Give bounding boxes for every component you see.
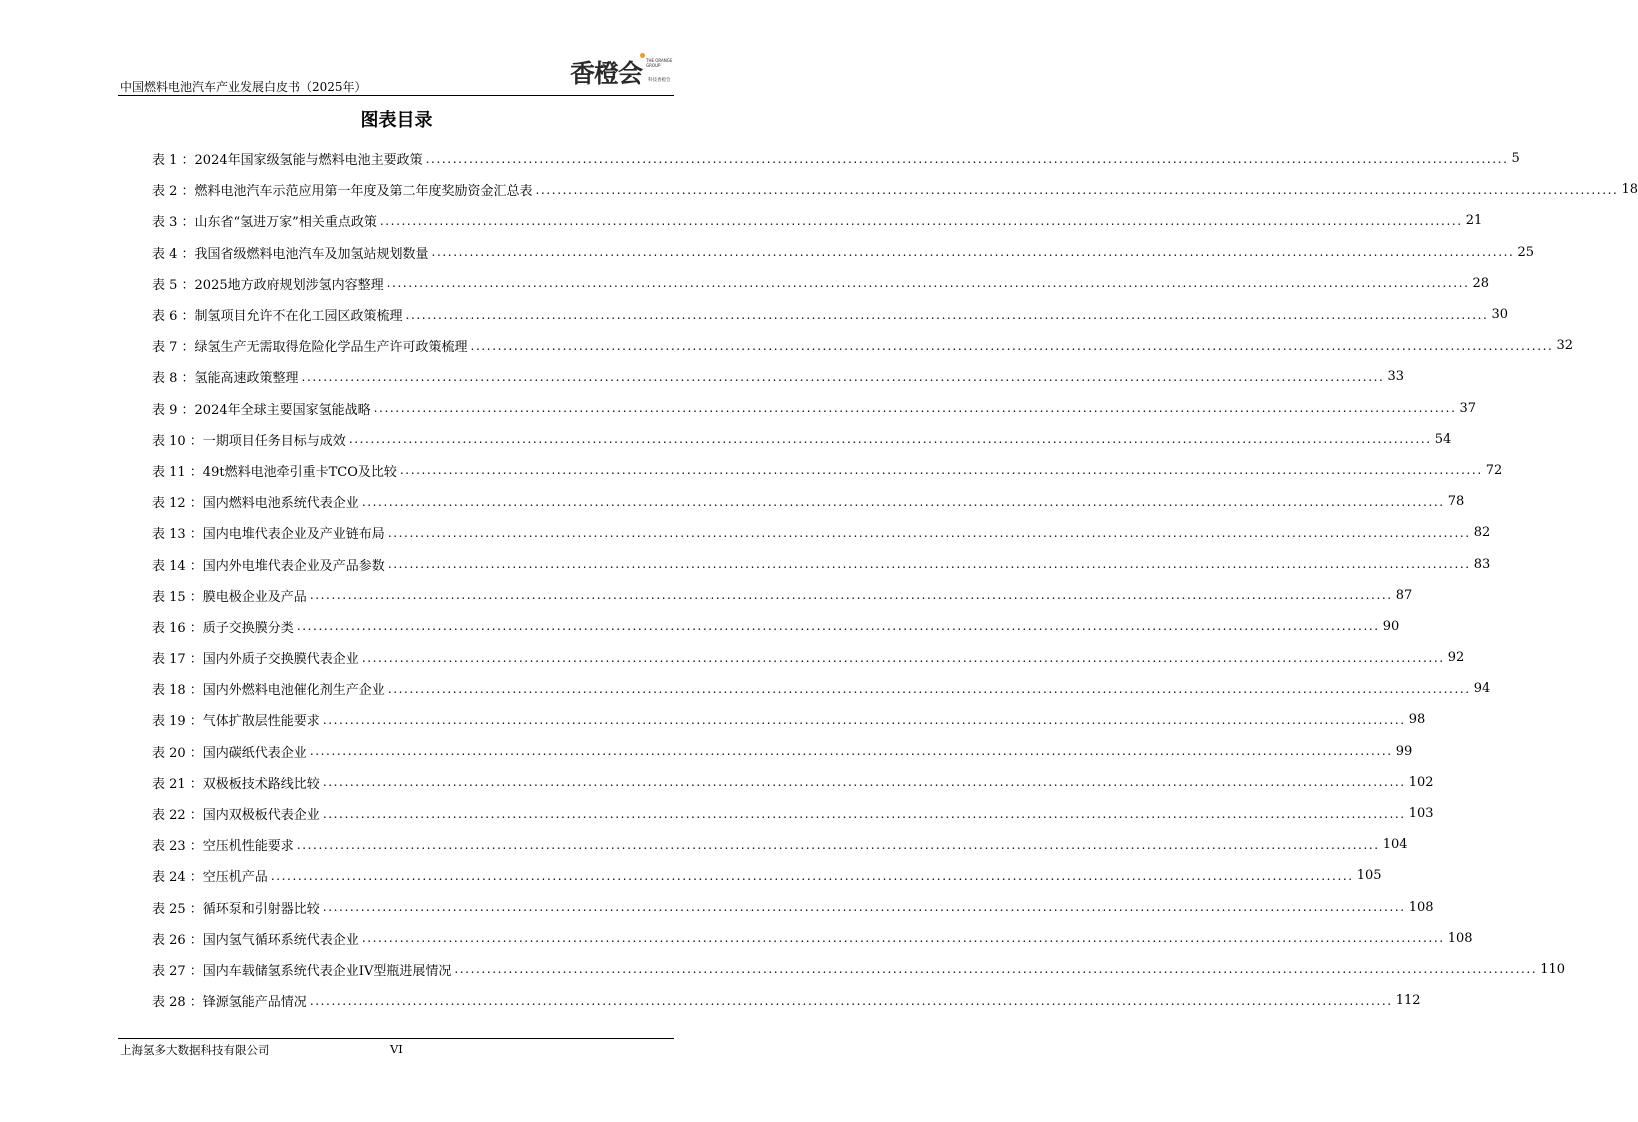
toc-entry[interactable] (152, 704, 1426, 735)
toc-entry-label: 表 1 ：2024年国家级氢能与燃料电池主要政策 (152, 153, 423, 169)
toc-leader-dots: ........................................................................................................................................................................................................ (296, 619, 1380, 634)
toc-entry-page: 108 (1447, 930, 1473, 946)
toc-leader-dots: ........................................................................................................................................................................................................ (386, 276, 1470, 291)
toc-entry-page: 18 (1621, 182, 1638, 198)
toc-entry-page: 33 (1387, 369, 1404, 385)
toc-leader-dots: ........................................................................................................................................................................................................ (405, 307, 1489, 322)
logo-tagline: 科技香橙会 (648, 78, 671, 83)
toc-entry-label: 表 11 ：49t燃料电池牵引重卡TCO及比较 (152, 464, 397, 480)
toc-entry-label: 表 26 ：国内氢气循环系统代表企业 (152, 932, 359, 948)
toc-entry-page: 98 (1408, 712, 1426, 728)
toc-entry-page: 90 (1382, 618, 1400, 634)
toc-entry[interactable] (152, 205, 1483, 236)
toc-leader-dots: ........................................................................................................................................................................................................ (322, 806, 1406, 821)
toc-entry-label: 表 7 ：绿氢生产无需取得危险化学品生产许可政策梳理 (152, 340, 468, 356)
toc-entry-page: 21 (1465, 213, 1483, 229)
toc-leader-dots: ........................................................................................................................................................................................................ (361, 931, 1445, 946)
toc-entry[interactable] (152, 517, 1491, 548)
toc-leader-dots: ........................................................................................................................................................................................................ (361, 650, 1445, 665)
toc-entry-label: 表 2 ：燃料电池汽车示范应用第一年度及第二年度奖励资金汇总表 (152, 184, 533, 200)
toc-entry-page: 105 (1356, 868, 1382, 884)
toc-entry-label: 表 8 ：氢能高速政策整理 (152, 371, 299, 387)
toc-entry[interactable] (152, 237, 1534, 268)
toc-leader-dots: ........................................................................................................................................................................................................ (387, 525, 1471, 540)
toc-entry[interactable] (152, 424, 1452, 455)
toc-entry-label: 表 18 ：国内外燃料电池催化剂生产企业 (152, 683, 385, 699)
toc-entry[interactable] (152, 143, 1520, 174)
toc-entry[interactable] (152, 736, 1413, 767)
toc-entry-label: 表 19 ：气体扩散层性能要求 (152, 714, 320, 730)
toc-entry-label: 表 13 ：国内电堆代表企业及产业链布局 (152, 527, 385, 543)
toc-entry[interactable] (152, 673, 1491, 704)
toc-entry-label: 表 12 ：国内燃料电池系统代表企业 (152, 496, 359, 512)
toc-entry[interactable] (152, 767, 1434, 798)
toc-entry-label: 表 5 ：2025地方政府规划涉氢内容整理 (152, 277, 384, 293)
toc-entry-page: 82 (1473, 525, 1491, 541)
toc-entry-label: 表 21 ：双极板技术路线比较 (152, 776, 320, 792)
toc-entry-page: 32 (1556, 338, 1573, 354)
toc-entry-label: 表 23 ：空压机性能要求 (152, 839, 294, 855)
toc-leader-dots: ........................................................................................................................................................................................................ (296, 837, 1380, 852)
toc-entry-label: 表 17 ：国内外质子交换膜代表企业 (152, 652, 359, 668)
toc-entry-label: 表 10 ：一期项目任务目标与成效 (152, 433, 346, 449)
toc-leader-dots: ........................................................................................................................................................................................................ (361, 494, 1445, 509)
toc-entry[interactable] (152, 268, 1490, 299)
toc-entry-label: 表 16 ：质子交换膜分类 (152, 620, 294, 636)
toc-entry-page: 94 (1473, 681, 1491, 697)
toc-entry-page: 37 (1459, 400, 1477, 416)
header-divider (118, 95, 674, 96)
toc-entry-label: 表 28 ：锋源氢能产品情况 (152, 995, 307, 1011)
toc-entry-page: 87 (1395, 587, 1413, 603)
toc-leader-dots: ........................................................................................................................................................................................................ (301, 369, 1385, 384)
toc-entry-page: 102 (1408, 774, 1434, 790)
toc-entry-label: 表 9 ：2024年全球主要国家氢能战略 (152, 402, 371, 418)
toc-entry-page: 78 (1447, 494, 1465, 510)
toc-entry[interactable] (152, 860, 1382, 891)
toc-entry-page: 103 (1408, 806, 1434, 822)
toc-entry-page: 99 (1395, 743, 1413, 759)
toc-leader-dots: ........................................................................................................................................................................................................ (379, 213, 1463, 228)
toc-leader-dots: ........................................................................................................................................................................................................ (309, 744, 1393, 759)
toc-entry-page: 30 (1491, 307, 1508, 323)
page-title: 图表目录 (360, 110, 433, 131)
toc-leader-dots: ........................................................................................................................................................................................................ (309, 993, 1393, 1008)
toc-entry[interactable] (152, 361, 1404, 392)
logo-subtitle: THE ORANGE GROUP (646, 58, 673, 68)
toc-entry-page: 92 (1447, 650, 1465, 666)
toc-entry-page: 83 (1473, 556, 1491, 572)
toc-leader-dots: ........................................................................................................................................................................................................ (322, 775, 1406, 790)
toc-leader-dots: ........................................................................................................................................................................................................ (270, 868, 1354, 883)
toc-entry-page: 5 (1511, 151, 1520, 167)
toc-entry-page: 25 (1517, 244, 1534, 260)
toc-entry-page: 110 (1540, 961, 1566, 977)
footer-page-number: VI (390, 1042, 403, 1056)
toc-entry[interactable] (152, 985, 1421, 1016)
table-of-figures-list (152, 143, 1638, 1016)
toc-entry-page: 72 (1485, 462, 1503, 478)
toc-entry[interactable] (152, 798, 1434, 829)
logo-dot-icon (640, 53, 645, 58)
toc-entry-page: 108 (1408, 899, 1434, 915)
toc-leader-dots: ........................................................................................................................................................................................................ (373, 401, 1457, 416)
toc-entry[interactable] (152, 299, 1508, 330)
brand-logo (570, 52, 674, 90)
toc-entry[interactable] (152, 393, 1477, 424)
toc-leader-dots: ........................................................................................................................................................................................................ (322, 712, 1406, 727)
toc-leader-dots: ........................................................................................................................................................................................................ (322, 900, 1406, 915)
toc-leader-dots: ........................................................................................................................................................................................................ (431, 245, 1515, 260)
toc-entry[interactable] (152, 611, 1400, 642)
toc-entry-label: 表 3 ：山东省“氢进万家”相关重点政策 (152, 215, 377, 231)
toc-leader-dots: ........................................................................................................................................................................................................ (454, 962, 1538, 977)
logo-wordmark: 香橙会 (570, 59, 643, 88)
toc-entry[interactable] (152, 923, 1473, 954)
toc-entry[interactable] (152, 892, 1434, 923)
toc-entry[interactable] (152, 330, 1573, 361)
toc-entry[interactable] (152, 486, 1465, 517)
toc-entry-page: 28 (1472, 275, 1490, 291)
toc-entry-page: 104 (1382, 837, 1408, 853)
toc-entry[interactable] (152, 829, 1408, 860)
toc-entry-page: 54 (1434, 431, 1452, 447)
toc-entry-label: 表 14 ：国内外电堆代表企业及产品参数 (152, 558, 385, 574)
footer-divider (118, 1038, 674, 1039)
toc-entry-label: 表 15 ：膜电极企业及产品 (152, 589, 307, 605)
footer-company: 上海氢多大数据科技有限公司 (120, 1043, 270, 1057)
toc-leader-dots: ........................................................................................................................................................................................................ (535, 182, 1619, 197)
toc-entry[interactable] (152, 580, 1413, 611)
toc-entry-page: 112 (1395, 993, 1421, 1009)
toc-leader-dots: ........................................................................................................................................................................................................ (309, 588, 1393, 603)
toc-entry-label: 表 6 ：制氢项目允许不在化工园区政策梳理 (152, 309, 403, 325)
toc-leader-dots: ........................................................................................................................................................................................................ (387, 681, 1471, 696)
toc-leader-dots: ........................................................................................................................................................................................................ (387, 557, 1471, 572)
toc-entry-label: 表 22 ：国内双极板代表企业 (152, 808, 320, 824)
toc-entry-label: 表 20 ：国内碳纸代表企业 (152, 745, 307, 761)
toc-leader-dots: ........................................................................................................................................................................................................ (470, 338, 1554, 353)
toc-leader-dots: ........................................................................................................................................................................................................ (348, 432, 1432, 447)
toc-entry[interactable] (152, 455, 1503, 486)
toc-entry-label: 表 25 ：循环泵和引射器比较 (152, 901, 320, 917)
toc-entry-label: 表 24 ：空压机产品 (152, 870, 268, 886)
toc-entry[interactable] (152, 548, 1491, 579)
toc-leader-dots: ........................................................................................................................................................................................................ (399, 463, 1483, 478)
toc-leader-dots: ........................................................................................................................................................................................................ (425, 151, 1509, 166)
toc-entry-label: 表 4 ：我国省级燃料电池汽车及加氢站规划数量 (152, 246, 429, 262)
toc-entry[interactable] (152, 954, 1566, 985)
toc-entry[interactable] (152, 174, 1638, 205)
toc-entry[interactable] (152, 642, 1465, 673)
toc-entry-label: 表 27 ：国内车载储氢系统代表企业IV型瓶进展情况 (152, 963, 452, 979)
running-header-title: 中国燃料电池汽车产业发展白皮书（2025年） (120, 80, 367, 94)
